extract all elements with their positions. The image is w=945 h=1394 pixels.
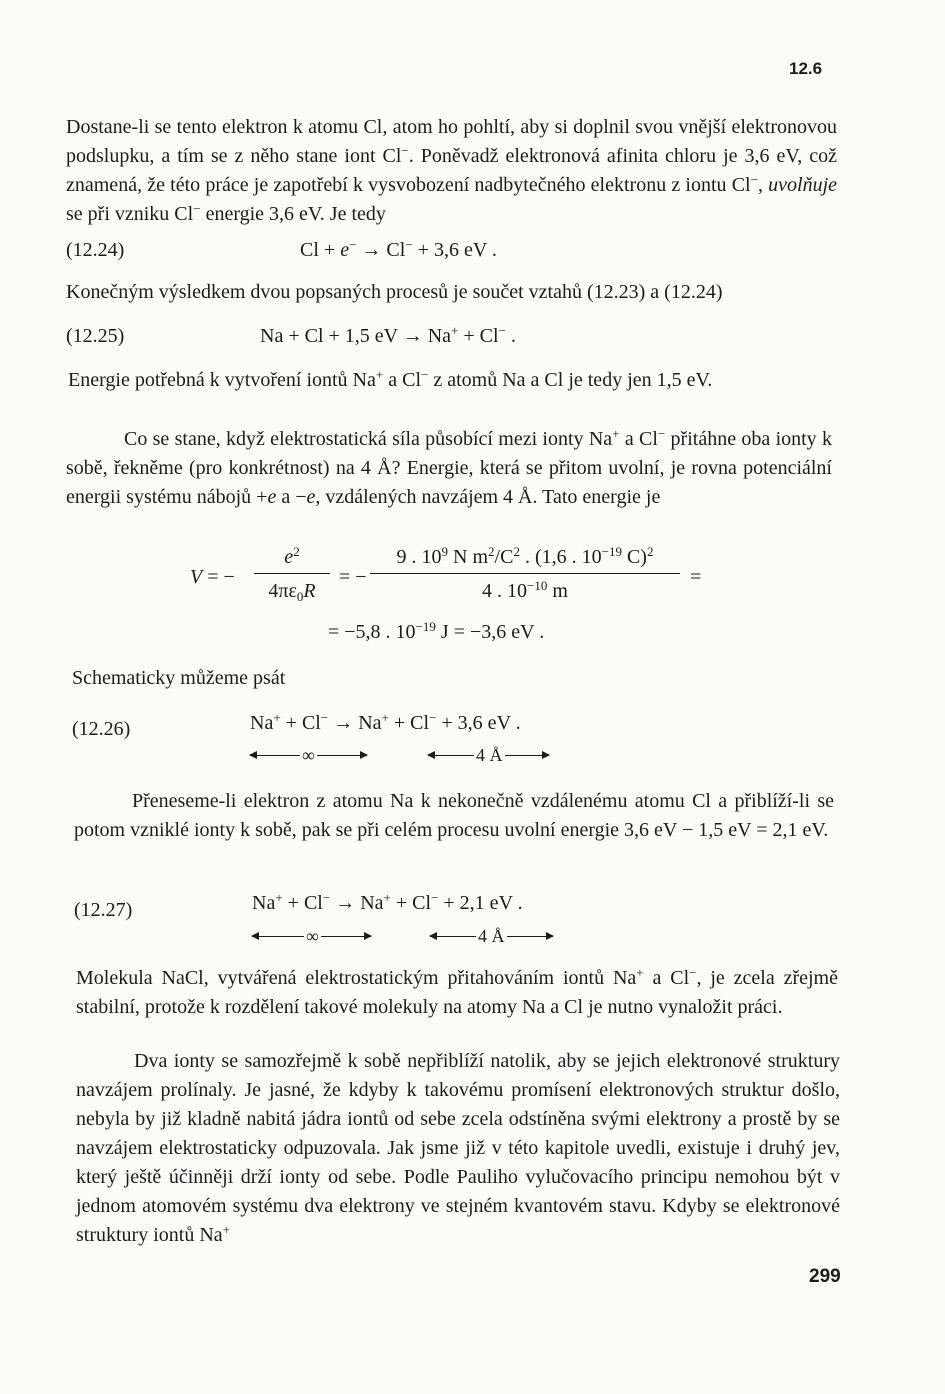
equation-12-24: Cl + e− → Cl− + 3,6 eV . — [300, 237, 497, 261]
fraction2-numerator: 9 . $10^9$ N $m^2/C^2$ . (1,6 . $10^{-19}$ C)$^2$ — [396, 544, 654, 568]
fraction1-bar — [254, 573, 330, 574]
distance-infinity-2: ∞ — [306, 926, 319, 946]
equation-12-27: Na+ + Cl− → Na+ + Cl− + 2,1 eV . — [252, 890, 523, 914]
equation-number-12-25: (12.25) — [66, 325, 125, 347]
paragraph-electron-affinity: Dostane-li se tento elektron k atomu Cl, atom ho pohltí, aby si doplnil svou vnější elektronovou podslupku, a tím se z něho stane iont Cl−. Poněvadž elektronová afinita chloru je 3,6 eV, což znamená, že této práce je zapotřebí k vysvobození nadbytečného elektronu z iontu Cl−, uvolňuje se při vzniku Cl− energie 3,6 eV. Je tedy — [66, 116, 838, 225]
potential-end: = — [690, 566, 702, 588]
distance-4a-2: 4 Å — [478, 926, 505, 946]
section-number: 12.6 — [789, 59, 823, 78]
potential-mid: = − — [339, 566, 367, 588]
distance-4a-arrow-2 — [430, 922, 553, 951]
fraction1-denominator: $4\pi\varepsilon_0R$ — [268, 580, 316, 604]
paragraph-transfer-electron: Přeneseme-li elektron z atomu Na k nekonečně vzdálenému atomu Cl a přiblíží-li se potom vzniklé ionty k sobě, pak se při celém procesu uvolní energie 3,6 eV − 1,5 eV = 2,1 eV. — [74, 790, 834, 841]
equation-number-12-27: (12.27) — [74, 899, 133, 921]
paragraph-ion-energy: Energie potřebná k vytvoření iontů Na+ a Cl− z atomů Na a Cl je tedy jen 1,5 eV. — [68, 367, 713, 391]
distance-4a: 4 Å — [476, 745, 503, 765]
equation-number-12-24: (12.24) — [66, 239, 125, 261]
distance-infinity-arrow — [250, 741, 367, 770]
page-number: 299 — [809, 1266, 841, 1287]
distance-infinity-arrow-2 — [252, 922, 371, 951]
paragraph-pauli-principle: Dva ionty se samozřejmě k sobě nepřiblíží natolik, aby se jejich elektronové struktury navzájem prolínaly. Je jasné, že kdyby k takovému promísení elektronových struktur došlo, nebyla by již kladně nabitá jádra iontů od sebe zcela odstíněna svými elektrony a prostě by se navzájem elektrostaticky odpuzovala. Jak jsme již v této kapitole uvedli, existuje i druhý jev, který ještě účinněji drží ionty od sebe. Podle Pauliho vylučovacího principu nemohou být v jednom atomovém systému dva elektrony ve stejném kvantovém stavu. Kdyby se elektronové struktury iontů Na+ — [76, 1050, 840, 1246]
potential-result: = −5,8 . $10^{-19}$ J = −3,6 eV . — [328, 619, 545, 643]
potential-lhs: V = − — [190, 566, 235, 588]
equation-12-25: Na + Cl + 1,5 eV → Na+ + Cl− . — [260, 323, 516, 347]
paragraph-electrostatic-force: Co se stane, když elektrostatická síla působící mezi ionty Na+ a Cl− přitáhne oba ionty k sobě, řekněme (pro konkrétnost) na 4 Å? Energie, která se přitom uvolní, je rovna potenciální energii systému nábojů +e a −e, vzdálených navzájem 4 Å. Tato energie je — [66, 426, 832, 508]
distance-infinity: ∞ — [302, 745, 315, 765]
equation-12-26: Na+ + Cl− → Na+ + Cl− + 3,6 eV . — [250, 710, 521, 734]
fraction1-numerator: $e^2$ — [284, 544, 300, 568]
fraction2-bar — [370, 573, 680, 574]
fraction2-denominator: 4 . $10^{-10}$ m — [482, 578, 568, 602]
paragraph-sum-of-relations: Konečným výsledkem dvou popsaných procesů je součet vztahů (12.23) a (12.24) — [66, 281, 723, 303]
paragraph-schematic: Schematicky můžeme psát — [72, 667, 286, 689]
distance-4a-arrow — [428, 741, 549, 770]
equation-number-12-26: (12.26) — [72, 718, 131, 740]
paragraph-nacl-molecule: Molekula NaCl, vytvářená elektrostatickým přitahováním iontů Na+ a Cl−, je zcela zřejmě stabilní, protože k rozdělení takové molekuly na atomy Na a Cl je nutno vynaložit práci. — [76, 965, 838, 1018]
